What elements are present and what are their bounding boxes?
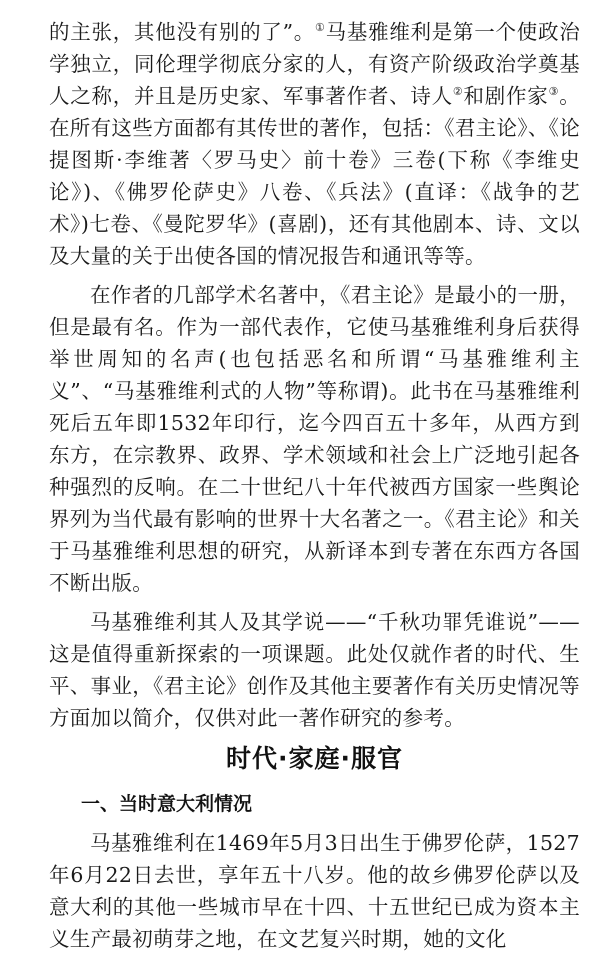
paragraph-research-topic: 马基雅维利其人及其学说——“千秋功罪凭谁说”——这是值得重新探索的一项课题。此处仅就作者的时代、生平、事业，《君主论》创作及其他主要著作有关历史情况等方面加以简介，仅供对此一著作研究的参考。 <box>49 610 580 730</box>
chapter-title: 时代·家庭·服官 <box>226 744 403 773</box>
book-page <box>49 16 580 962</box>
paragraph-birth: 马基雅维利在1469年5月3日出生于佛罗伦萨，1527年6月22日去世，享年五十八岁。他的故乡佛罗伦萨以及意大利的其他一些城市早在十四、十五世纪已成为资本主义生产最初萌芽之地，在文艺复兴时期，她的文化 <box>49 831 580 951</box>
paragraph-text: 马基雅维利是第一个使政治学独立，同伦理学彻底分家的人，有资产阶级政治学奠基人之称，并且是历史家、军事著作者、诗人 <box>49 20 580 108</box>
section-title: 一、当时意大利情况 <box>81 793 253 815</box>
footnote-marker-3[interactable]: ③ <box>548 85 560 99</box>
footnote-marker-2[interactable]: ② <box>452 85 464 99</box>
paragraph-text: 和剧作家 <box>463 84 549 108</box>
paragraph-intro <box>49 16 580 272</box>
paragraph-the-prince: 在作者的几部学术名著中，《君主论》是最小的一册，但是最有名。作为一部代表作，它使马基雅维利身后获得举世周知的名声(也包括恶名和所谓“马基雅维利主义”、“马基雅维利式的人物”等称谓)。此书在马基雅维利死后五年即1532年印行，迄今四百五十多年，从西方到东方，在宗教界、政界、学术领域和社会上广泛地引起各种强烈的反响。在二十世纪八十年代被西方国家一些舆论界列为当代最有影响的世界十大名著之一。《君主论》和关于马基雅维利思想的研究，从新译本到专著在东西方各国不断出版。 <box>49 283 580 595</box>
footnote-marker-1[interactable]: ① <box>315 21 326 35</box>
paragraph-text: 。在所有这些方面都有其传世的著作，包括：《君主论》、《论提图斯·李维著〈罗马史〉前十卷》三卷(下称《李维史论》)、《佛罗伦萨史》八卷、《兵法》(直译：《战争的艺术》)七卷、《曼陀罗华》(喜剧)，还有其他剧本、诗、文以及大量的关于出使各国的情况报告和通讯等等。 <box>49 84 580 268</box>
paragraph-text: 的主张，其他没有别的了”。 <box>49 20 316 44</box>
